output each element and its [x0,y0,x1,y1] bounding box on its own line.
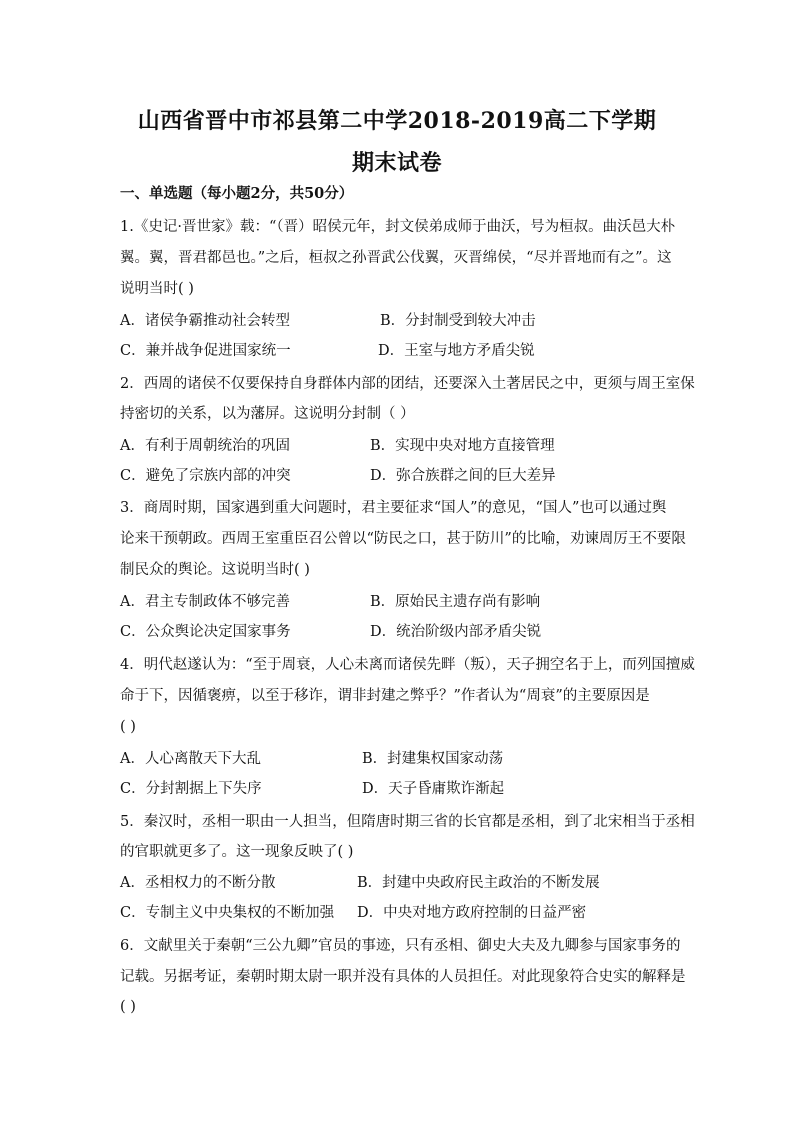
question-1-line-2: 翼。翼，晋君都邑也。”之后，桓叔之孙晋武公伐翼，灭晋绵侯，“尽并晋地而有之”。这 [120,250,672,266]
question-6-line-2: 记载。另据考证，秦朝时期太尉一职并没有具体的人员担任。对此现象符合史实的解释是 [120,969,686,985]
question-2-option-a[interactable]: A．有利于周朝统治的巩固 [120,438,290,454]
question-6-line-1: 6．文献里关于秦朝“三公九卿”官员的事迹，只有丞相、御史大夫及九卿参与国家事务的 [120,938,681,954]
question-5-line-1: 5．秦汉时，丞相一职由一人担当，但隋唐时期三省的长官都是丞相，到了北宋相当于丞相 [120,814,695,830]
section-heading: 一、单选题（每小题2分，共50分） [120,185,354,202]
question-4-line-2: 命于下，因循褒痹，以至于移诈，谓非封建之弊乎？”作者认为“周衰”的主要原因是 [120,688,650,704]
question-1-line-1: 1.《史记·晋世家》载：“（晋）昭侯元年，封文侯弟成师于曲沃，号为桓叔。曲沃邑大朴 [120,219,676,235]
question-3-option-b[interactable]: B．原始民主遗存尚有影响 [370,594,541,610]
exam-subtitle: 期末试卷 [351,150,442,176]
question-4-option-a[interactable]: A．人心离散天下大乱 [120,751,261,767]
question-1-option-a[interactable]: A．诸侯争霸推动社会转型 [120,313,290,329]
question-2-option-d[interactable]: D．弥合族群之间的巨大差异 [370,468,556,484]
question-4-option-c[interactable]: C．分封割据上下失序 [120,781,262,797]
question-4-option-b[interactable]: B．封建集权国家动荡 [362,751,504,767]
question-1-option-c[interactable]: C．兼并战争促进国家统一 [120,343,291,359]
question-3-line-1: 3．商周时期，国家遇到重大问题时，君主要征求“国人”的意见，“国人”也可以通过舆 [120,500,667,516]
question-3-line-2: 论来干预朝政。西周王室重臣召公曾以“防民之口，甚于防川”的比喻，劝谏周厉王不要限 [120,531,686,547]
question-3-option-c[interactable]: C．公众舆论决定国家事务 [120,624,291,640]
question-4-option-d[interactable]: D．天子昏庸欺诈渐起 [362,781,505,797]
question-3-option-d[interactable]: D．统治阶级内部矛盾尖锐 [370,624,542,640]
question-2-line-2: 持密切的关系，以为藩屏。这说明分封制（ ） [120,406,415,422]
question-1-option-d[interactable]: D．王室与地方矛盾尖锐 [378,343,535,359]
question-5-option-c[interactable]: C．专制主义中央集权的不断加强 [120,905,335,921]
question-1-option-b[interactable]: B．分封制受到较大冲击 [380,313,536,329]
question-6-line-3: ( ) [120,999,136,1015]
question-5-option-b[interactable]: B．封建中央政府民主政治的不断发展 [357,875,600,891]
question-4-line-3: ( ) [120,719,136,735]
question-5-line-2: 的官职就更多了。这一现象反映了( ) [120,844,354,860]
question-4-line-1: 4．明代赵遂认为：“至于周衰，人心未离而诸侯先畔（叛），天子拥空名于上，而列国擅威 [120,657,695,673]
question-1-line-3: 说明当时( ) [120,281,194,297]
question-3-option-a[interactable]: A．君主专制政体不够完善 [120,594,290,610]
question-2-option-c[interactable]: C．避免了宗族内部的冲突 [120,468,291,484]
question-5-option-d[interactable]: D．中央对地方政府控制的日益严密 [357,905,587,921]
question-2-line-1: 2．西周的诸侯不仅要保持自身群体内部的团结，还要深入土著居民之中，更须与周王室保 [120,376,695,392]
question-3-line-3: 制民众的舆论。这说明当时( ) [120,562,310,578]
question-5-option-a[interactable]: A．丞相权力的不断分散 [120,875,276,891]
exam-title: 山西省晋中市祁县第二中学2018-2019高二下学期 [137,108,657,134]
question-2-option-b[interactable]: B．实现中央对地方直接管理 [370,438,555,454]
